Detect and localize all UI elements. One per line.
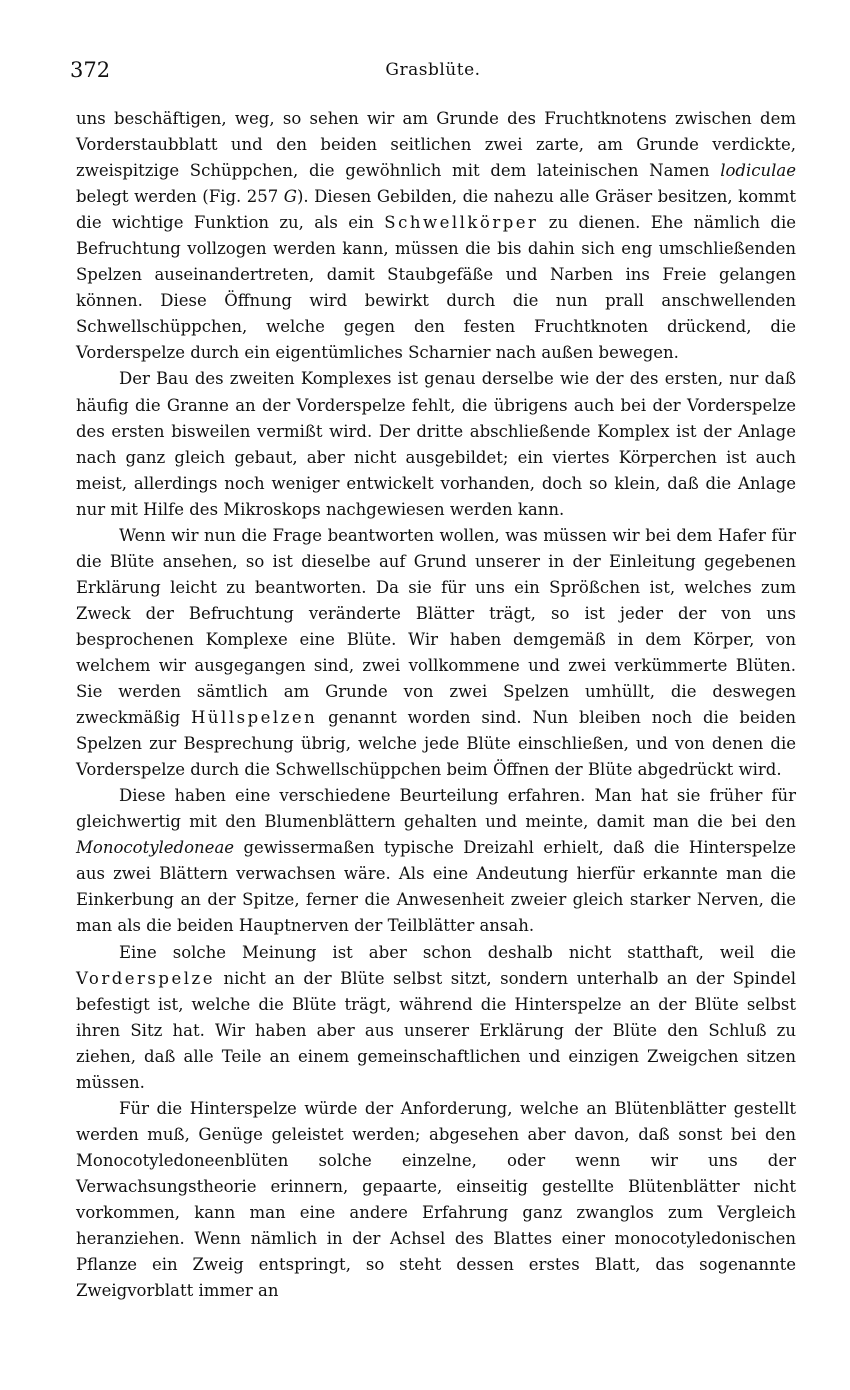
text-segment: ). Diesen Gebilden, die nahezu alle Gräser besitzen, kommt die wichtige Funktion zu, als ein xyxy=(76,187,796,233)
page-number: 372 xyxy=(70,58,111,82)
text-segment: genannt worden sind. Nun bleiben noch die beiden Spelzen zur Besprechung übrig, welche jede Blüte einschließen, und von denen die Vorderspelze durch die Schwellschüppchen beim Öffnen der Blüte abgedrückt wird. xyxy=(76,708,796,780)
spaced-term: Hüllspelzen xyxy=(191,708,318,728)
paragraph-3 xyxy=(76,523,796,783)
text-segment: Eine solche Meinung ist aber schon deshalb nicht statthaft, weil die xyxy=(119,942,796,962)
text-segment: Der Bau des zweiten Komplexes ist genau derselbe wie der des ersten, nur daß häufig die Granne an der Vorderspelze fehlt, die übrigens auch bei der Vorderspelze des ersten bisweilen vermißt wird. Der dritte abschließende Komplex ist der Anlage nach ganz gleich gebaut, aber nicht ausgebildet; ein viertes Körperchen ist auch meist, allerdings noch weniger entwickelt vorhanden, doch so klein, daß die Anlage nur mit Hilfe des Mikroskops nachgewiesen werden kann. xyxy=(76,369,796,519)
spaced-term: Vorderspelze xyxy=(76,968,215,988)
figure-label: G xyxy=(283,187,297,207)
text-segment: uns beschäftigen, weg, so sehen wir am Grunde des Fruchtknotens zwischen dem Vorderstaubblatt und den beiden seitlichen zwei zarte, am Grunde verdickte, zweispitzige Schüppchen, die gewöhnlich mit dem lateinischen Namen xyxy=(76,109,796,181)
text-segment: Für die Hinterspelze würde der Anforderung, welche an Blütenblätter gestellt werden muß, Genüge geleistet werden; abgesehen aber davon, daß sonst bei den Monocotyledoneenblüten solche einzelne, oder wenn wir uns der Verwachsungstheorie erinnern, gepaarte, einseitig gestellte Blütenblätter nicht vorkommen, kann man eine andere Erfahrung ganz zwanglos zum Vergleich heranziehen. Wenn nämlich in der Achsel des Blattes einer monocotyledonischen Pflanze ein Zweig entspringt, so steht dessen erstes Blatt, das sogenannte Zweigvorblatt immer an xyxy=(76,1098,796,1301)
paragraph-1 xyxy=(76,106,796,366)
text-segment: gewissermaßen typische Dreizahl erhielt, daß die Hinterspelze aus zwei Blättern verwachsen wäre. Als eine Andeutung hierfür erkannte man die Einkerbung an der Spitze, ferner die Anwesenheit zweier gleich starker Nerven, die man als die beiden Hauptnerven der Teilblätter ansah. xyxy=(76,838,796,936)
latin-term-monocotyledoneae: Monocotyledoneae xyxy=(76,838,235,858)
paragraph-5 xyxy=(76,940,796,1096)
paragraph-6 xyxy=(76,1096,796,1304)
paragraph-4 xyxy=(76,783,796,939)
text-segment: Wenn wir nun die Frage beantworten wollen, was müssen wir bei dem Hafer für die Blüte ansehen, so ist dieselbe auf Grund unserer in der Einleitung gegebenen Erklärung leicht zu beantworten. Da sie für uns ein Sprößchen ist, welches zum Zweck der Befruchtung veränderte Blätter trägt, so ist jeder der von uns besprochenen Komplexe eine Blüte. Wir haben demgemäß in dem Körper, von welchem wir ausgegangen sind, zwei vollkommene und zwei verkümmerte Blüten. Sie werden sämtlich am Grunde von zwei Spelzen umhüllt, die deswegen zweckmäßig xyxy=(76,525,796,728)
spaced-term: Schwellkörper xyxy=(384,213,539,233)
text-segment: belegt werden (Fig. 257 xyxy=(76,187,284,207)
page-header xyxy=(70,58,796,88)
text-segment: Diese haben eine verschiedene Beurteilung erfahren. Man hat sie früher für gleichwertig mit den Blumenblättern gehalten und meinte, damit man die bei den xyxy=(76,786,796,832)
text-segment: zu dienen. Ehe nämlich die Befruchtung vollzogen werden kann, müssen die bis dahin sich eng umschließenden Spelzen auseinandertreten, damit Staubgefäße und Narben ins Freie gelangen können. Diese Öffnung wird bewirkt durch die nun prall anschwellenden Schwellschüppchen, welche gegen den festen Fruchtknoten drückend, die Vorderspelze durch ein eigentümliches Scharnier nach außen bewegen. xyxy=(76,213,797,363)
text-segment: nicht an der Blüte selbst sitzt, sondern unterhalb an der Spindel befestigt ist, welche die Blüte trägt, während die Hinterspelze an der Blüte selbst ihren Sitz hat. Wir haben aber aus unserer Erklärung der Blüte den Schluß zu ziehen, daß alle Teile an einem gemeinschaftlichen und einzigen Zweigchen sitzen müssen. xyxy=(76,968,796,1092)
running-title: Grasblüte. xyxy=(385,60,481,80)
latin-term-lodiculae: lodiculae xyxy=(720,161,796,181)
paragraph-2 xyxy=(76,366,796,522)
body-text xyxy=(76,106,796,1304)
